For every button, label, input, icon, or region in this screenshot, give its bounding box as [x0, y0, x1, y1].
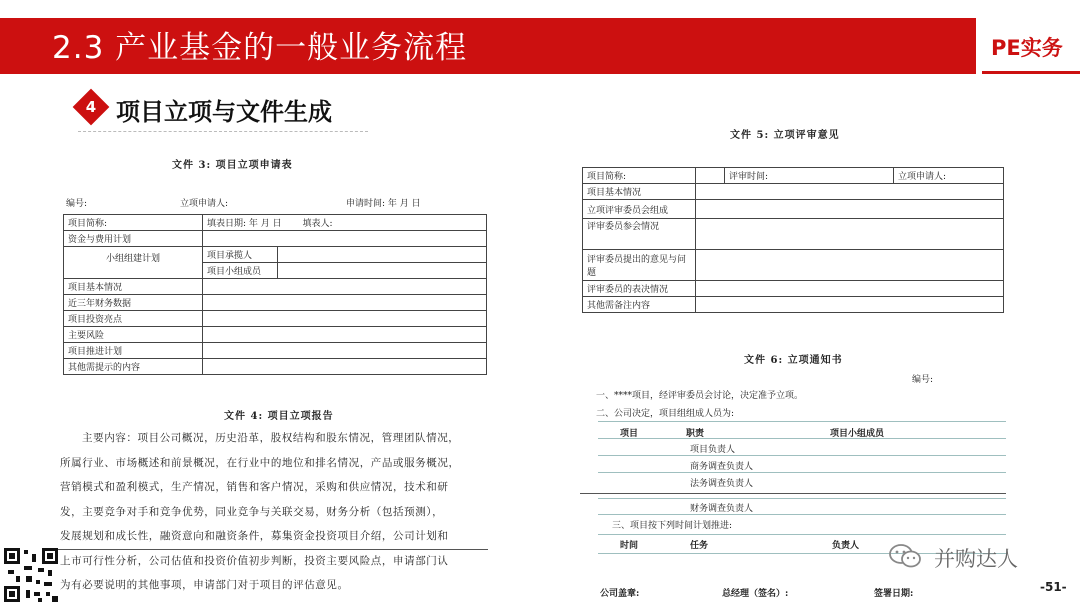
doc6-duty: 商务调查负责人 — [690, 462, 754, 472]
doc3-no-label: 编号: — [66, 199, 88, 209]
doc3-filldate: 填表日期: 年 月 日 — [207, 219, 282, 229]
doc5-row: 其他需备注内容 — [583, 297, 696, 313]
page-number: -51- — [1040, 580, 1067, 594]
doc5-name-cell: 项目简称: — [583, 168, 696, 184]
doc3-subrow: 项目小组成员 — [203, 263, 278, 279]
doc6-plan-owner: 负责人 — [832, 541, 860, 551]
doc5-row: 评审委员的表决情况 — [583, 281, 696, 297]
doc4-line: 为有必要说明的其他事项，申请部门对于项目的评估意见。 — [60, 579, 349, 591]
doc5-row: 评审委员参会情况 — [583, 219, 696, 250]
page-title: 2.3 产业基金的一般业务流程 — [52, 30, 468, 66]
doc6-rule — [598, 455, 1006, 456]
doc5-form — [582, 167, 1004, 313]
doc6-rule — [598, 514, 1006, 515]
doc3-title: 文件 3: 项目立项申请表 — [172, 160, 293, 171]
doc6-rule — [598, 438, 1006, 439]
doc6-seal: 公司盖章: — [600, 589, 640, 599]
doc4-line: 上市可行性分析，公司估值和投资价值初步判断，投资主要风险点，申请部门认 — [60, 554, 449, 567]
doc5-applicant-cell: 立项申请人: — [894, 168, 1004, 184]
doc4-line: 所属行业、市场概述和前景概况，在行业中的地位和排名情况，产品或服务概况， — [60, 456, 460, 469]
doc4-line: 营销模式和盈利模式，生产情况，销售和客户情况，采购和供应情况，技术和研 — [60, 481, 449, 493]
doc4-divider — [58, 549, 488, 550]
doc3-applicant-label: 立项申请人: — [180, 199, 229, 209]
brand-logo-text: PE实务 — [991, 36, 1063, 60]
doc6-rule — [598, 498, 1006, 499]
doc6-plan-time: 时间 — [620, 541, 639, 551]
doc6-rule — [598, 421, 1006, 422]
doc6-rule — [598, 472, 1006, 473]
doc6-header-project: 项目 — [620, 429, 639, 439]
doc3-row: 资金与费用计划 — [64, 231, 203, 247]
doc5-row: 立项评审委员会组成 — [583, 200, 696, 219]
doc3-name-cell: 项目简称: — [64, 215, 203, 231]
doc6-duty: 法务调查负责人 — [690, 479, 754, 489]
qr-code-icon — [4, 548, 58, 602]
section-title: 项目立项与文件生成 — [116, 98, 332, 126]
doc6-header-duty: 职责 — [686, 429, 705, 439]
doc6-divider — [580, 493, 1006, 494]
doc6-rule — [598, 534, 1006, 535]
doc3-row: 近三年财务数据 — [64, 295, 203, 311]
doc6-duty: 项目负责人 — [690, 445, 736, 455]
doc6-line2: 二、公司决定，项目组组成人员为: — [596, 409, 735, 419]
doc3-row: 项目投资亮点 — [64, 311, 203, 327]
doc3-row: 其他需提示的内容 — [64, 359, 203, 375]
doc4-title: 文件 4: 项目立项报告 — [224, 411, 334, 422]
section-number: 4 — [85, 98, 97, 116]
doc6-line1: 一、****项目，经评审委员会讨论，决定准予立项。 — [596, 391, 804, 401]
doc6-no-label: 编号: — [912, 375, 934, 385]
doc3-filldate-cell — [203, 215, 487, 231]
doc6-gm: 总经理（签名）: — [722, 589, 789, 599]
doc5-time-cell: 评审时间: — [725, 168, 894, 184]
wechat-logo-icon — [888, 543, 924, 569]
wechat-account-name: 并购达人 — [934, 547, 1018, 571]
doc5-row: 评审委员提出的意见与问题 — [583, 250, 696, 281]
doc4-line: 主要内容：项目公司概况，历史沿革，股权结构和股东情况，管理团队情况， — [82, 432, 460, 444]
doc6-header-members: 项目小组成员 — [830, 429, 885, 439]
doc5-row: 项目基本情况 — [583, 184, 696, 200]
section-divider — [78, 131, 368, 132]
doc3-row: 项目推进计划 — [64, 343, 203, 359]
doc4-line: 发展规划和成长性，融资意向和融资条件，募集资金投资项目介绍，公司计划和 — [60, 530, 449, 542]
doc3-form — [63, 214, 487, 375]
doc6-title: 文件 6: 立项通知书 — [744, 355, 843, 366]
doc3-row: 主要风险 — [64, 327, 203, 343]
doc3-filler: 填表人: — [302, 219, 333, 229]
doc4-line: 发，主要竞争对手和竞争优势，同业竞争与关联交易，财务分析（包括预测）， — [60, 505, 444, 518]
doc3-row: 项目基本情况 — [64, 279, 203, 295]
doc3-subrow: 项目承揽人 — [203, 247, 278, 263]
doc6-duty: 财务调查负责人 — [690, 504, 754, 514]
doc3-date-label: 申请时间: 年 月 日 — [346, 199, 421, 209]
doc6-sign-date: 签署日期: — [874, 589, 914, 599]
doc3-row: 小组组建计划 — [64, 247, 203, 279]
doc6-plan-task: 任务 — [690, 541, 709, 551]
doc4-body — [60, 426, 500, 598]
doc6-line3: 三、项目按下列时间计划推进: — [612, 521, 733, 531]
doc5-title: 文件 5: 立项评审意见 — [730, 130, 840, 141]
